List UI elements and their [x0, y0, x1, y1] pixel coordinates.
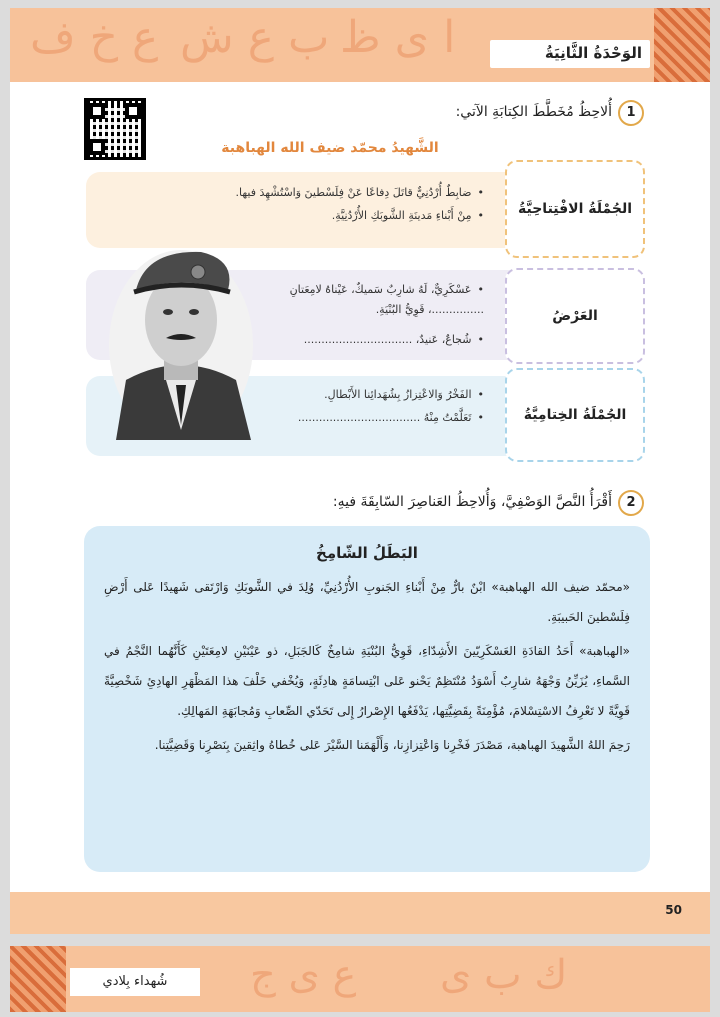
- martyr-portrait-image: [106, 230, 256, 440]
- footer-title: شُهداء بِلادي: [70, 968, 200, 996]
- story-paragraph: «الهباهبة» أَحَدُ القادَةِ العَسْكَرِيّينَ الأَشِدّاءِ، قَوِيُّ البُنْيَةِ شامِخٌ كَالجَبَلِ، ذو عَيْنَيْنِ لامِعَتَيْنِ كَأَنَّهُما النَّجْمُ في السَّماءِ، يُزَيِّنُ وَجْهَهُ شارِبٌ أَسْوَدُ مُنْتَظِمٌ يَحْنو عَلى ابْتِسامَةٍ هادِئَةٍ، وَيُخْفي خَلْفَ هذا المَظْهَرِ الهادِئِ شَخْصِيَّةً قَوِيَّةً لا تَعْرِفُ الاسْتِسْلامَ، مُؤْمِنَةً بِقَضِيَّتِها، يَدْفَعُها الإِصْرارُ إِلى تَحَدّي الصِّعابِ وَمُجابَهَةِ المَهالِكِ.: [104, 644, 630, 718]
- body-label: العَرْضُ: [505, 268, 645, 364]
- decorative-letters: ع خ ف: [30, 12, 159, 63]
- header-stripe-pattern: [654, 8, 710, 82]
- list-item: • الفَخْرُ وَالاعْتِزازُ بِشُهَدائِنا الأَبْطالِ.: [234, 388, 484, 401]
- list-item: • ضابِطٌ أُرْدُنِيٌّ قاتَلَ دِفاعًا عَنْ فِلَسْطينَ وَاسْتُشْهِدَ فيها.: [234, 186, 484, 199]
- qr-code-icon[interactable]: [84, 98, 146, 160]
- story-paragraph: رَحِمَ اللهُ الشَّهيدَ الهباهبة، مَصْدَرَ فَخْرِنا وَاعْتِزازِنا، وَأَلْهَمَنا السَّيْرَ عَلى خُطاهُ واثِقينَ بِنَصْرِنا وَقَضِيَّتِنا.: [154, 738, 630, 752]
- opening-bullets: [234, 186, 484, 232]
- page-footer-strip: [10, 892, 710, 934]
- page-number: 50: [665, 903, 682, 917]
- section-number-1: 1: [618, 100, 644, 126]
- story-title: البَطَلُ الشّامِخُ: [316, 544, 418, 562]
- decorative-letters: ع ى ج: [250, 952, 357, 998]
- bottom-band: [10, 946, 710, 1012]
- decorative-letters: ا ى ظ: [340, 12, 456, 63]
- textbook-page: [10, 8, 710, 934]
- section1-subtitle: الشَّهيدُ محمّد ضيف الله الهباهبة: [221, 140, 439, 156]
- decorative-letters: ب ع ش: [180, 12, 330, 63]
- section1-instruction: أُلاحِظُ مُخَطَّطَ الكِتابَةِ الآتي:: [455, 104, 612, 120]
- section-number-2: 2: [618, 490, 644, 516]
- opening-sentence-label: الجُمْلَةُ الافْتِتاحِيَّةُ: [505, 160, 645, 258]
- header-band: [10, 8, 710, 82]
- story-box: [84, 526, 650, 872]
- decorative-letters: ك ب ى: [440, 952, 568, 998]
- list-item: • مِنْ أَبْناءِ مَدينَةِ الشَّوبَكِ الأُرْدُنِيَّةِ.: [234, 209, 484, 222]
- body-bullets: [234, 280, 484, 360]
- section2-instruction: أَقْرَأُ النَّصَّ الوَصْفِيَّ، وَأُلاحِظُ العَناصِرَ السّابِقَةَ فيهِ:: [332, 494, 612, 510]
- unit-title: الوَحْدَةُ الثَّانِيَةُ: [490, 40, 650, 68]
- footer-stripe-pattern: [10, 946, 66, 1012]
- closing-bullets: [234, 388, 484, 434]
- list-item: • شُجاعٌ، عَنيدٌ، ...............................: [234, 330, 484, 350]
- closing-sentence-label: الجُمْلَةُ الخِتامِيَّةُ: [505, 368, 645, 462]
- story-paragraph: «محمّد ضيف الله الهباهبة» ابْنٌ بارٌّ مِنْ أَبْناءِ الجَنوبِ الأُرْدُنِيِّ، وُلِدَ في الشَّوبَكِ وَارْتَقى شَهيدًا عَلى أَرْضِ فِلَسْطينَ الحَبيبَةِ.: [104, 580, 630, 624]
- list-item: • تَعَلَّمْتُ مِنْهُ ...................................: [234, 411, 484, 424]
- list-item: • عَسْكَرِيٌّ، لَهُ شارِبٌ سَميكٌ، عَيْناهُ لامِعَتانِ ...............، قَوِيُّ البُنْيَةِ.: [234, 280, 484, 320]
